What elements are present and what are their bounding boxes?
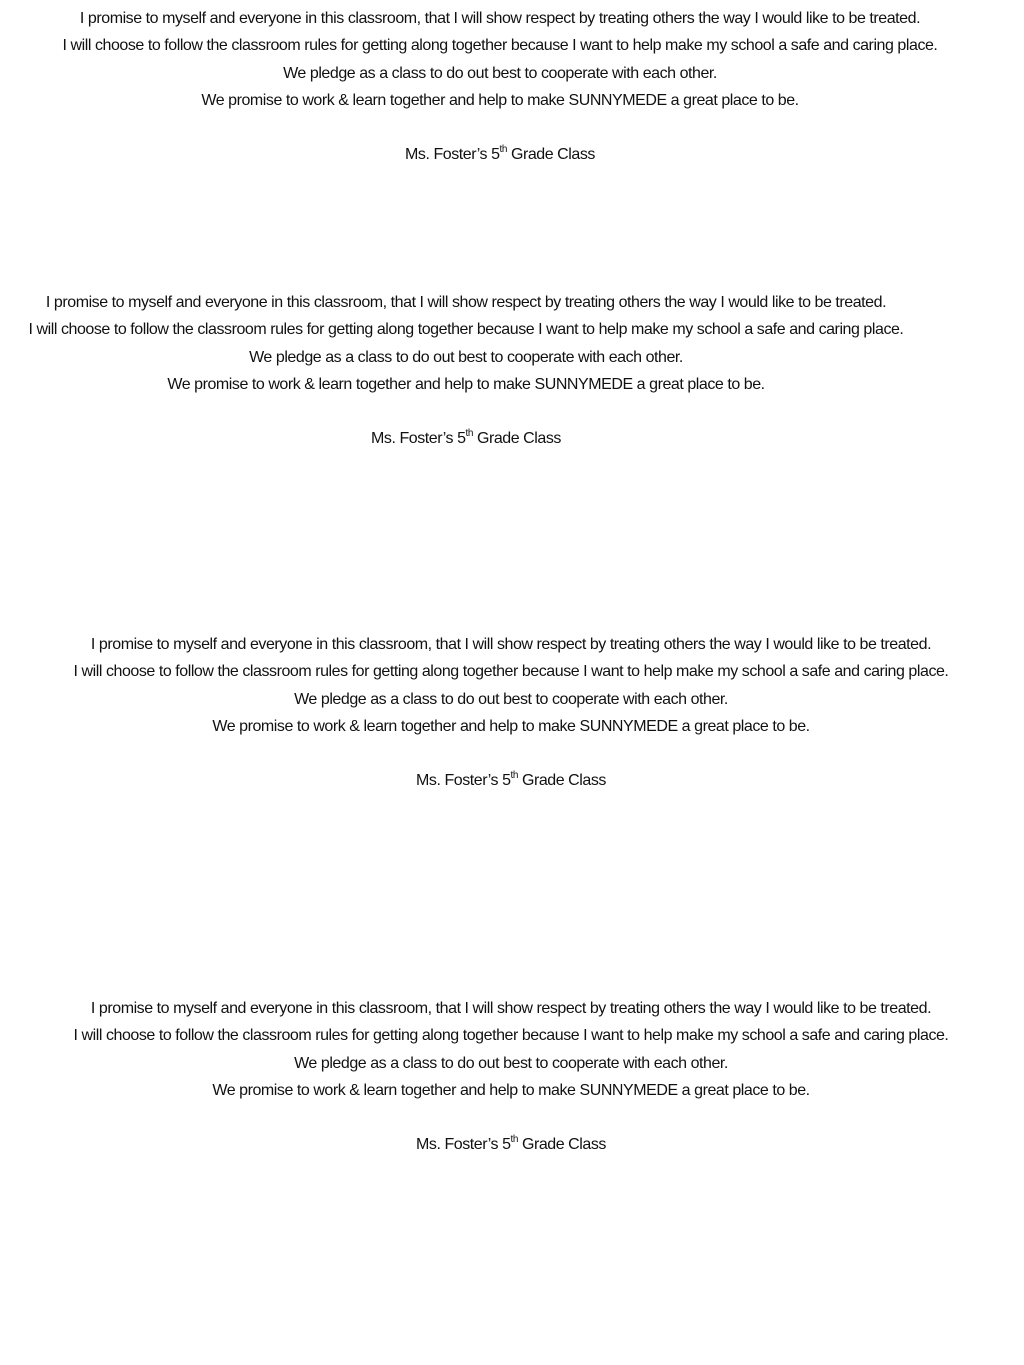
pledge-respect-line: I promise to myself and everyone in this classroom, that I will show respect by treating others the way I would like to be treated.: [90, 1000, 932, 1017]
ordinal-suffix: th: [465, 428, 473, 440]
pledge-block: [51, 995, 971, 1159]
pledge-respect-line: I promise to myself and everyone in this classroom, that I will show respect by treating others the way I would like to be treated.: [90, 636, 932, 653]
pledge-cooperate-line: We pledge as a class to do out best to cooperate with each other.: [294, 1054, 728, 1072]
signature-prefix: Ms. Foster’s 5: [405, 146, 500, 164]
ordinal-suffix: th: [499, 144, 507, 156]
pledge-block: [40, 5, 960, 169]
signature-prefix: Ms. Foster’s 5: [416, 1136, 511, 1154]
signature-suffix: Grade Class: [517, 772, 606, 790]
pledge-work-line: We promise to work & learn together and help to make SUNNYMEDE a great place to be.: [212, 717, 810, 735]
signature-prefix: Ms. Foster’s 5: [371, 430, 466, 448]
signature-suffix: Grade Class: [506, 146, 595, 164]
class-signature: [6, 425, 926, 452]
pledge-cooperate-line: We pledge as a class to do out best to cooperate with each other.: [283, 64, 717, 82]
pledge-rules-line: I will choose to follow the classroom rules for getting along together because I want to help make my school a safe and caring place.: [28, 321, 904, 339]
pledge-block: [51, 631, 971, 795]
ordinal-suffix: th: [510, 1134, 518, 1146]
pledge-work-line: We promise to work & learn together and help to make SUNNYMEDE a great place to be.: [212, 1081, 810, 1099]
pledge-work-line: We promise to work & learn together and help to make SUNNYMEDE a great place to be.: [201, 91, 799, 109]
blank-line: [40, 114, 960, 141]
pledge-rules-line: I will choose to follow the classroom rules for getting along together because I want to help make my school a safe and caring place.: [62, 37, 938, 55]
class-signature: [40, 141, 960, 168]
blank-line: [6, 398, 926, 425]
class-signature: [51, 767, 971, 794]
pledge-block: [6, 289, 926, 453]
blank-line: [51, 1104, 971, 1131]
pledge-work-line: We promise to work & learn together and help to make SUNNYMEDE a great place to be.: [167, 375, 765, 393]
pledge-respect-line: I promise to myself and everyone in this classroom, that I will show respect by treating others the way I would like to be treated.: [79, 10, 921, 27]
pledge-rules-line: I will choose to follow the classroom rules for getting along together because I want to help make my school a safe and caring place.: [73, 663, 949, 681]
pledge-respect-line: I promise to myself and everyone in this classroom, that I will show respect by treating others the way I would like to be treated.: [45, 294, 887, 311]
signature-suffix: Grade Class: [472, 430, 561, 448]
class-signature: [51, 1131, 971, 1158]
signature-prefix: Ms. Foster’s 5: [416, 772, 511, 790]
pledge-cooperate-line: We pledge as a class to do out best to cooperate with each other.: [294, 690, 728, 708]
pledge-rules-line: I will choose to follow the classroom rules for getting along together because I want to help make my school a safe and caring place.: [73, 1027, 949, 1045]
ordinal-suffix: th: [510, 770, 518, 782]
blank-line: [51, 740, 971, 767]
pledge-cooperate-line: We pledge as a class to do out best to cooperate with each other.: [249, 348, 683, 366]
signature-suffix: Grade Class: [517, 1136, 606, 1154]
